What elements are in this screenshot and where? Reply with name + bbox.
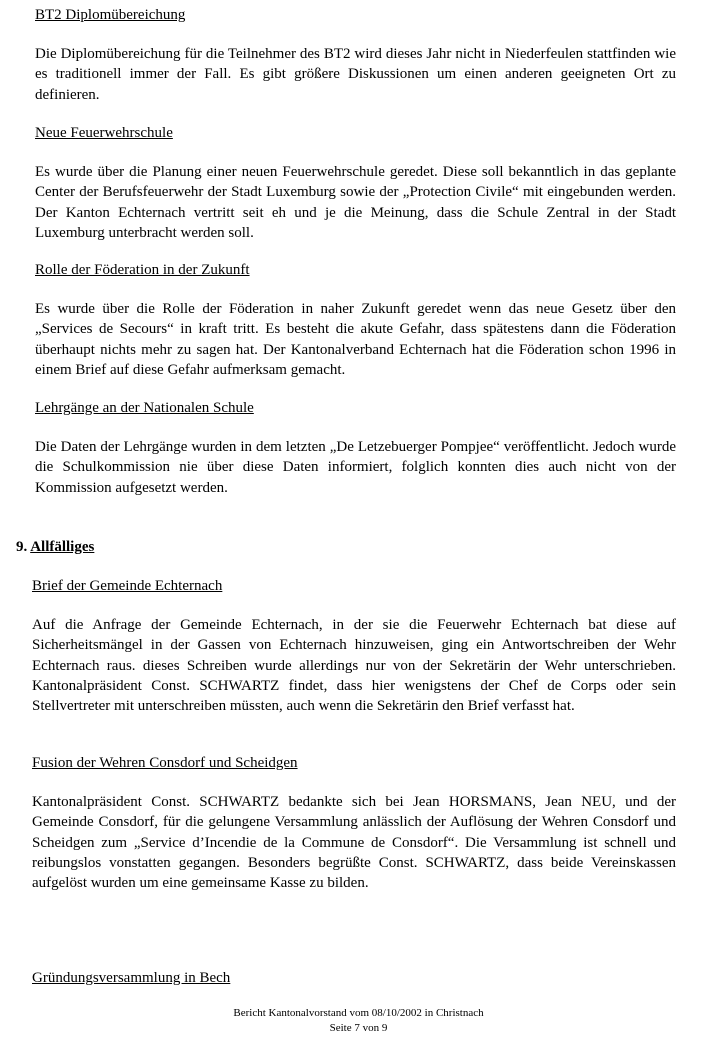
section-heading-feuerwehrschule: Neue Feuerwehrschule — [35, 125, 173, 141]
page-total: 9 — [381, 1022, 388, 1034]
page-prefix: Seite — [329, 1022, 352, 1034]
section-heading-brief: Brief der Gemeinde Echternach — [32, 578, 223, 594]
item-number: 9. — [16, 539, 28, 555]
section-paragraph-brief: Auf die Anfrage der Gemeinde Echternach, in der sie die Feuerwehr Echternach bat diese auf Sicherheitsmängel in der Gassen von Echternach hinzuweisen, ging ein Antwortschreiben der Wehr Echternach raus. dieses Schreiben wurde allerdings nur von der Sekretärin der Wehr unterschrieben. Kantonalpräsident Const. SCHWARTZ findet, dass hier wenigstens der Chef de Corps oder sein Stellvertreter mit unterschreiben müssten, auch wenn die Sekretärin den Brief verfasst hat. — [32, 617, 676, 715]
item-title: Allfälliges — [30, 539, 95, 555]
section-heading-foederation: Rolle der Föderation in der Zukunft — [35, 262, 250, 278]
section-paragraph-feuerwehrschule: Es wurde über die Planung einer neuen Feuerwehrschule geredet. Diese soll bekanntlich in das geplante Center der Berufsfeuerwehr der Stadt Luxemburg sowie der „Protection Civile“ mit eingebunden werden. Der Kanton Echternach vertritt seit eh und je die Meinung, dass die Schule Zentral in der Stadt Luxemburg unterbracht werden soll. — [35, 164, 676, 241]
section-paragraph-lehrgaenge: Die Daten der Lehrgänge wurden in dem letzten „De Letzebuerger Pompjee“ veröffentlicht. Jedoch wurde die Schulkommission nie über diese Daten informiert, folglich konnten dies auch nicht von der Kommission aufgesetzt werden. — [35, 439, 676, 496]
footer-report-line: Bericht Kantonalvorstand vom 08/10/2002 in Christnach — [233, 1007, 484, 1019]
item-heading-allfaelliges — [16, 538, 94, 556]
page-of: von — [362, 1022, 380, 1034]
footer-page-number — [0, 1021, 717, 1035]
page-current: 7 — [354, 1022, 360, 1034]
section-heading-fusion: Fusion der Wehren Consdorf und Scheidgen — [32, 755, 298, 771]
section-paragraph-fusion: Kantonalpräsident Const. SCHWARTZ bedankte sich bei Jean HORSMANS, Jean NEU, und der Gemeinde Consdorf, für die gelungene Versammlung anlässlich der Auflösung der Wehren Consdorf und Scheidgen zum „Service d’Incendie de la Commune de Consdorf“. Die Versammlung ist schnell und reibungslos vonstatten gegangen. Besonders begrüßte Const. SCHWARTZ, dass beide Vereinskassen aufgelöst wurden um eine gemeinsame Kasse zu bilden. — [32, 794, 676, 892]
section-paragraph-bt2: Die Diplomübereichung für die Teilnehmer des BT2 wird dieses Jahr nicht in Niederfeulen stattfinden wie es traditionell immer der Fall. Es gibt größere Diskussionen um einen anderen geeigneten Ort zu definieren. — [35, 46, 676, 103]
section-heading-bt2: BT2 Diplomübereichung — [35, 7, 186, 23]
section-heading-bech: Gründungsversammlung in Bech — [32, 970, 231, 986]
section-heading-lehrgaenge: Lehrgänge an der Nationalen Schule — [35, 400, 254, 416]
section-paragraph-foederation: Es wurde über die Rolle der Föderation in naher Zukunft geredet wenn das neue Gesetz über den „Services de Secours“ in kraft tritt. Es besteht die akute Gefahr, dass spätestens dann die Föderation überhaupt nichts mehr zu sagen hat. Der Kantonalverband Echternach hat die Föderation schon 1996 in einem Brief auf diese Gefahr aufmerksam gemacht. — [35, 301, 676, 378]
